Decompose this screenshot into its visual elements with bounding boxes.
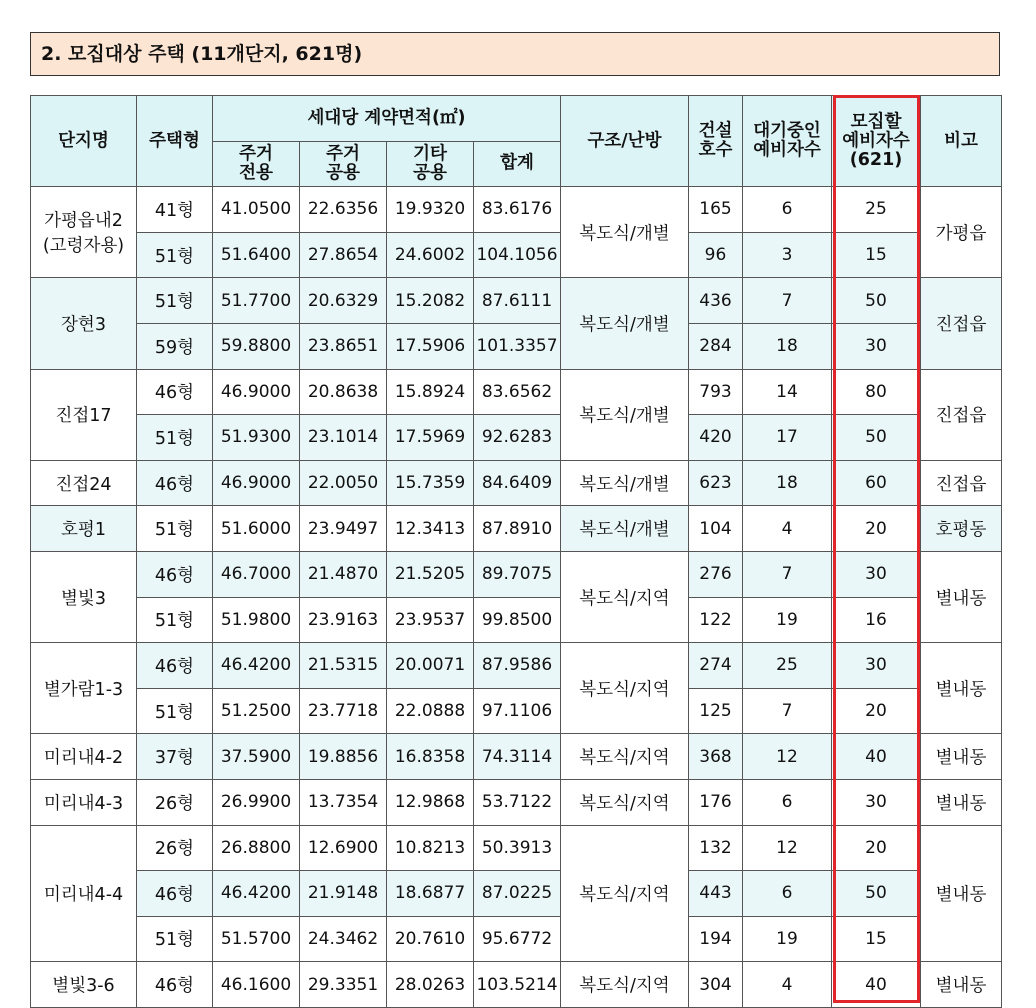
house-type-cell: 46형 <box>137 369 213 415</box>
housing-table <box>30 95 1002 1008</box>
waiting-cell: 6 <box>743 779 832 825</box>
recruit-cell: 30 <box>832 323 921 369</box>
private-area-cell: 51.7700 <box>213 278 300 324</box>
private-area-cell: 59.8800 <box>213 323 300 369</box>
waiting-cell: 18 <box>743 323 832 369</box>
complex-name: 가평읍내2 <box>44 211 123 232</box>
private-area-cell: 41.0500 <box>213 187 300 233</box>
private-area-cell: 26.9900 <box>213 779 300 825</box>
waiting-cell: 4 <box>743 962 832 1008</box>
house-type-cell: 51형 <box>137 688 213 734</box>
structure-cell: 복도식/지역 <box>561 962 689 1008</box>
table-row <box>31 643 1002 689</box>
complex-name: 진접17 <box>55 406 112 427</box>
col-header-waiting-line2: 예비자수 <box>753 140 821 161</box>
table-row <box>31 597 1002 643</box>
total-area-cell: 87.9586 <box>474 643 561 689</box>
waiting-cell: 7 <box>743 688 832 734</box>
section-title: 2. 모집대상 주택 (11개단지, 621명) <box>30 32 1000 76</box>
private-area-cell: 46.4200 <box>213 871 300 917</box>
waiting-cell: 17 <box>743 415 832 461</box>
complex-name: 미리내4-3 <box>43 793 124 814</box>
recruit-cell: 15 <box>832 232 921 278</box>
common-area-cell: 21.5315 <box>300 643 387 689</box>
other-area-cell: 15.2082 <box>387 278 474 324</box>
note-cell: 별내동 <box>921 779 1002 825</box>
waiting-cell: 3 <box>743 232 832 278</box>
private-area-cell: 51.6000 <box>213 506 300 552</box>
structure-cell: 복도식/개별 <box>561 187 689 278</box>
common-area-cell: 12.6900 <box>300 825 387 871</box>
other-area-cell: 18.6877 <box>387 871 474 917</box>
common-area-cell: 27.8654 <box>300 232 387 278</box>
complex-name-cell <box>31 460 137 506</box>
complex-name: 장현3 <box>61 314 106 335</box>
complex-name: 별빛3 <box>61 588 106 609</box>
total-area-cell: 89.7075 <box>474 551 561 597</box>
table-row <box>31 460 1002 506</box>
private-area-cell: 46.7000 <box>213 551 300 597</box>
private-area-cell: 26.8800 <box>213 825 300 871</box>
recruit-cell: 30 <box>832 643 921 689</box>
recruit-cell: 80 <box>832 369 921 415</box>
total-area-cell: 97.1106 <box>474 688 561 734</box>
col-header-recruit-line3: (621) <box>849 149 903 170</box>
table-row <box>31 734 1002 780</box>
table-row <box>31 825 1002 871</box>
common-area-cell: 23.9163 <box>300 597 387 643</box>
other-area-cell: 15.8924 <box>387 369 474 415</box>
waiting-cell: 19 <box>743 916 832 962</box>
note-cell: 별내동 <box>921 551 1002 642</box>
col-header-other-line2: 공용 <box>413 162 447 183</box>
table-row <box>31 323 1002 369</box>
col-header-complex: 단지명 <box>31 96 137 187</box>
table-row <box>31 415 1002 461</box>
table-row <box>31 916 1002 962</box>
units-cell: 165 <box>689 187 743 233</box>
common-area-cell: 13.7354 <box>300 779 387 825</box>
private-area-cell: 46.9000 <box>213 460 300 506</box>
total-area-cell: 87.6111 <box>474 278 561 324</box>
structure-cell: 복도식/지역 <box>561 643 689 734</box>
house-type-cell: 46형 <box>137 962 213 1008</box>
house-type-cell: 51형 <box>137 506 213 552</box>
waiting-cell: 12 <box>743 825 832 871</box>
recruit-cell: 40 <box>832 962 921 1008</box>
complex-name-cell <box>31 734 137 780</box>
table-row <box>31 551 1002 597</box>
other-area-cell: 10.8213 <box>387 825 474 871</box>
complex-name-cell <box>31 825 137 962</box>
common-area-cell: 23.1014 <box>300 415 387 461</box>
units-cell: 443 <box>689 871 743 917</box>
common-area-cell: 24.3462 <box>300 916 387 962</box>
col-header-structure: 구조/난방 <box>561 96 689 187</box>
units-cell: 104 <box>689 506 743 552</box>
complex-name-cell <box>31 369 137 460</box>
recruit-cell: 16 <box>832 597 921 643</box>
col-header-other-area <box>387 141 474 187</box>
units-cell: 274 <box>689 643 743 689</box>
col-header-units-line2: 호수 <box>698 140 733 161</box>
house-type-cell: 51형 <box>137 232 213 278</box>
other-area-cell: 23.9537 <box>387 597 474 643</box>
common-area-cell: 21.4870 <box>300 551 387 597</box>
recruit-cell: 20 <box>832 825 921 871</box>
waiting-cell: 7 <box>743 278 832 324</box>
other-area-cell: 12.9868 <box>387 779 474 825</box>
total-area-cell: 95.6772 <box>474 916 561 962</box>
recruit-cell: 50 <box>832 278 921 324</box>
total-area-cell: 53.7122 <box>474 779 561 825</box>
col-header-total-area: 합계 <box>474 141 561 187</box>
col-header-recruit-line1: 모집할 <box>850 111 902 132</box>
table-row <box>31 871 1002 917</box>
house-type-cell: 26형 <box>137 825 213 871</box>
table-row <box>31 232 1002 278</box>
house-type-cell: 51형 <box>137 415 213 461</box>
total-area-cell: 92.6283 <box>474 415 561 461</box>
total-area-cell: 87.0225 <box>474 871 561 917</box>
house-type-cell: 26형 <box>137 779 213 825</box>
units-cell: 125 <box>689 688 743 734</box>
private-area-cell: 37.5900 <box>213 734 300 780</box>
private-area-cell: 46.1600 <box>213 962 300 1008</box>
recruit-cell: 40 <box>832 734 921 780</box>
total-area-cell: 87.8910 <box>474 506 561 552</box>
units-cell: 176 <box>689 779 743 825</box>
units-cell: 132 <box>689 825 743 871</box>
total-area-cell: 99.8500 <box>474 597 561 643</box>
waiting-cell: 18 <box>743 460 832 506</box>
total-area-cell: 50.3913 <box>474 825 561 871</box>
other-area-cell: 28.0263 <box>387 962 474 1008</box>
units-cell: 304 <box>689 962 743 1008</box>
recruit-cell: 20 <box>832 688 921 734</box>
complex-name-cell <box>31 779 137 825</box>
recruit-cell: 30 <box>832 551 921 597</box>
private-area-cell: 51.6400 <box>213 232 300 278</box>
col-header-recruit-line2: 예비자수 <box>842 130 910 151</box>
note-cell: 호평동 <box>921 506 1002 552</box>
units-cell: 623 <box>689 460 743 506</box>
recruit-cell: 50 <box>832 871 921 917</box>
complex-name: 별빛3-6 <box>52 976 115 997</box>
complex-name-cell <box>31 962 137 1008</box>
waiting-cell: 7 <box>743 551 832 597</box>
col-header-common-line1: 주거 <box>326 143 360 164</box>
table-row <box>31 187 1002 233</box>
col-header-common-line2: 공용 <box>326 162 360 183</box>
complex-name-cell <box>31 187 137 278</box>
table-body <box>31 187 1002 1008</box>
complex-name: 미리내4-2 <box>43 748 124 769</box>
house-type-cell: 51형 <box>137 278 213 324</box>
private-area-cell: 46.4200 <box>213 643 300 689</box>
other-area-cell: 19.9320 <box>387 187 474 233</box>
house-type-cell: 51형 <box>137 916 213 962</box>
recruit-cell: 20 <box>832 506 921 552</box>
table-row <box>31 688 1002 734</box>
header-row-1 <box>31 96 1002 142</box>
common-area-cell: 23.8651 <box>300 323 387 369</box>
private-area-cell: 51.2500 <box>213 688 300 734</box>
units-cell: 122 <box>689 597 743 643</box>
house-type-cell: 59형 <box>137 323 213 369</box>
structure-cell: 복도식/지역 <box>561 779 689 825</box>
structure-cell: 복도식/지역 <box>561 551 689 642</box>
other-area-cell: 24.6002 <box>387 232 474 278</box>
col-header-waiting <box>743 96 832 187</box>
col-header-recruit <box>832 96 921 187</box>
complex-name: 미리내4-4 <box>43 884 124 905</box>
col-header-units-line1: 건설 <box>698 121 733 142</box>
recruit-cell: 60 <box>832 460 921 506</box>
common-area-cell: 21.9148 <box>300 871 387 917</box>
table-row <box>31 369 1002 415</box>
complex-name: 별가람1-3 <box>43 679 124 700</box>
other-area-cell: 17.5906 <box>387 323 474 369</box>
recruit-cell: 15 <box>832 916 921 962</box>
units-cell: 96 <box>689 232 743 278</box>
total-area-cell: 101.3357 <box>474 323 561 369</box>
note-cell: 진접읍 <box>921 369 1002 460</box>
common-area-cell: 20.8638 <box>300 369 387 415</box>
structure-cell: 복도식/지역 <box>561 734 689 780</box>
common-area-cell: 23.7718 <box>300 688 387 734</box>
recruit-cell: 30 <box>832 779 921 825</box>
structure-cell: 복도식/개별 <box>561 506 689 552</box>
col-header-private-line1: 주거 <box>239 143 273 164</box>
house-type-cell: 51형 <box>137 597 213 643</box>
note-cell: 별내동 <box>921 734 1002 780</box>
waiting-cell: 12 <box>743 734 832 780</box>
col-header-private-line2: 전용 <box>239 162 273 183</box>
complex-name-cell <box>31 506 137 552</box>
complex-subname: (고령자용) <box>42 236 125 257</box>
col-header-common-area <box>300 141 387 187</box>
note-cell: 별내동 <box>921 962 1002 1008</box>
structure-cell: 복도식/개별 <box>561 460 689 506</box>
structure-cell: 복도식/개별 <box>561 369 689 460</box>
complex-name-cell <box>31 551 137 642</box>
col-header-other-line1: 기타 <box>413 143 447 164</box>
common-area-cell: 23.9497 <box>300 506 387 552</box>
other-area-cell: 22.0888 <box>387 688 474 734</box>
table-row <box>31 278 1002 324</box>
common-area-cell: 19.8856 <box>300 734 387 780</box>
col-header-note: 비고 <box>921 96 1002 187</box>
total-area-cell: 104.1056 <box>474 232 561 278</box>
common-area-cell: 22.0050 <box>300 460 387 506</box>
private-area-cell: 51.5700 <box>213 916 300 962</box>
col-header-units <box>689 96 743 187</box>
private-area-cell: 51.9800 <box>213 597 300 643</box>
total-area-cell: 83.6562 <box>474 369 561 415</box>
common-area-cell: 20.6329 <box>300 278 387 324</box>
other-area-cell: 20.0071 <box>387 643 474 689</box>
col-header-type: 주택형 <box>137 96 213 187</box>
other-area-cell: 20.7610 <box>387 916 474 962</box>
structure-cell: 복도식/개별 <box>561 278 689 369</box>
other-area-cell: 17.5969 <box>387 415 474 461</box>
other-area-cell: 15.7359 <box>387 460 474 506</box>
units-cell: 194 <box>689 916 743 962</box>
structure-cell: 복도식/지역 <box>561 825 689 962</box>
recruit-cell: 25 <box>832 187 921 233</box>
waiting-cell: 19 <box>743 597 832 643</box>
house-type-cell: 46형 <box>137 643 213 689</box>
private-area-cell: 51.9300 <box>213 415 300 461</box>
waiting-cell: 6 <box>743 871 832 917</box>
table-row <box>31 962 1002 1008</box>
table-row <box>31 506 1002 552</box>
note-cell: 별내동 <box>921 643 1002 734</box>
common-area-cell: 29.3351 <box>300 962 387 1008</box>
private-area-cell: 46.9000 <box>213 369 300 415</box>
note-cell: 진접읍 <box>921 278 1002 369</box>
waiting-cell: 6 <box>743 187 832 233</box>
complex-name: 호평1 <box>61 520 106 541</box>
recruit-cell: 50 <box>832 415 921 461</box>
units-cell: 420 <box>689 415 743 461</box>
total-area-cell: 84.6409 <box>474 460 561 506</box>
units-cell: 284 <box>689 323 743 369</box>
other-area-cell: 12.3413 <box>387 506 474 552</box>
other-area-cell: 21.5205 <box>387 551 474 597</box>
waiting-cell: 25 <box>743 643 832 689</box>
house-type-cell: 46형 <box>137 871 213 917</box>
units-cell: 436 <box>689 278 743 324</box>
units-cell: 276 <box>689 551 743 597</box>
total-area-cell: 83.6176 <box>474 187 561 233</box>
complex-name: 진접24 <box>55 474 112 495</box>
col-header-private-area <box>213 141 300 187</box>
waiting-cell: 14 <box>743 369 832 415</box>
total-area-cell: 74.3114 <box>474 734 561 780</box>
col-header-waiting-line1: 대기중인 <box>753 121 821 142</box>
note-cell: 진접읍 <box>921 460 1002 506</box>
col-header-area-group: 세대당 계약면적(㎡) <box>213 96 561 142</box>
house-type-cell: 37형 <box>137 734 213 780</box>
units-cell: 793 <box>689 369 743 415</box>
house-type-cell: 46형 <box>137 551 213 597</box>
house-type-cell: 46형 <box>137 460 213 506</box>
other-area-cell: 16.8358 <box>387 734 474 780</box>
waiting-cell: 4 <box>743 506 832 552</box>
note-cell: 가평읍 <box>921 187 1002 278</box>
units-cell: 368 <box>689 734 743 780</box>
note-cell: 별내동 <box>921 825 1002 962</box>
complex-name-cell <box>31 278 137 369</box>
house-type-cell: 41형 <box>137 187 213 233</box>
total-area-cell: 103.5214 <box>474 962 561 1008</box>
common-area-cell: 22.6356 <box>300 187 387 233</box>
table-row <box>31 779 1002 825</box>
complex-name-cell <box>31 643 137 734</box>
